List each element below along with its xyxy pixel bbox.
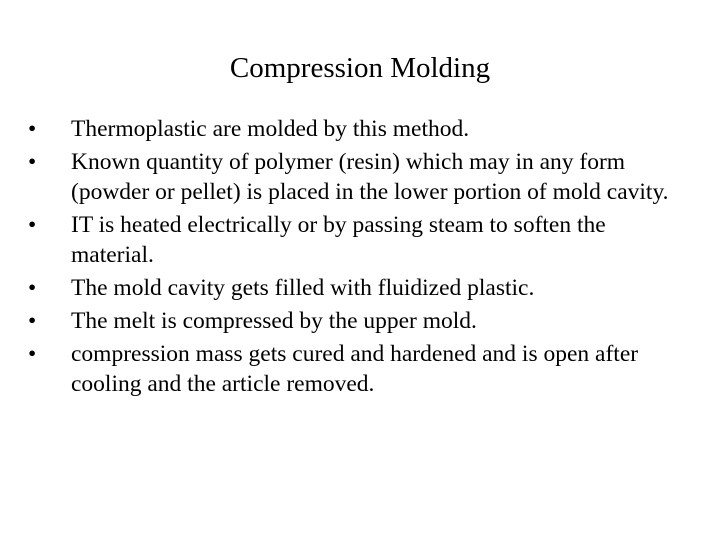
bullet-item — [28, 339, 678, 399]
bullet-text: IT is heated electrically or by passing steam to soften the material. — [71, 212, 606, 268]
bullet-item — [28, 210, 678, 270]
bullet-text: Known quantity of polymer (resin) which may in any form (powder or pellet) is placed in the lower portion of mold cavity. — [71, 149, 669, 205]
bullet-dot-icon: • — [28, 116, 37, 142]
bullet-dot-icon: • — [28, 212, 37, 238]
bullet-dot-icon: • — [28, 341, 37, 367]
bullet-dot-icon: • — [28, 308, 37, 334]
bullet-item — [28, 306, 678, 336]
bullet-dot-icon: • — [28, 275, 37, 301]
slide-title: Compression Molding — [229, 52, 491, 84]
bullet-text: compression mass gets cured and hardened and is open after cooling and the article removed. — [71, 341, 639, 397]
bullet-text: Thermoplastic are molded by this method. — [71, 116, 470, 142]
bullet-text: The mold cavity gets filled with fluidized plastic. — [71, 275, 535, 301]
bullet-text: The melt is compressed by the upper mold. — [71, 308, 477, 334]
bullet-item — [28, 147, 678, 207]
bullet-dot-icon: • — [28, 149, 37, 175]
bullet-list — [28, 114, 678, 402]
bullet-item — [28, 114, 678, 144]
bullet-item — [28, 273, 678, 303]
